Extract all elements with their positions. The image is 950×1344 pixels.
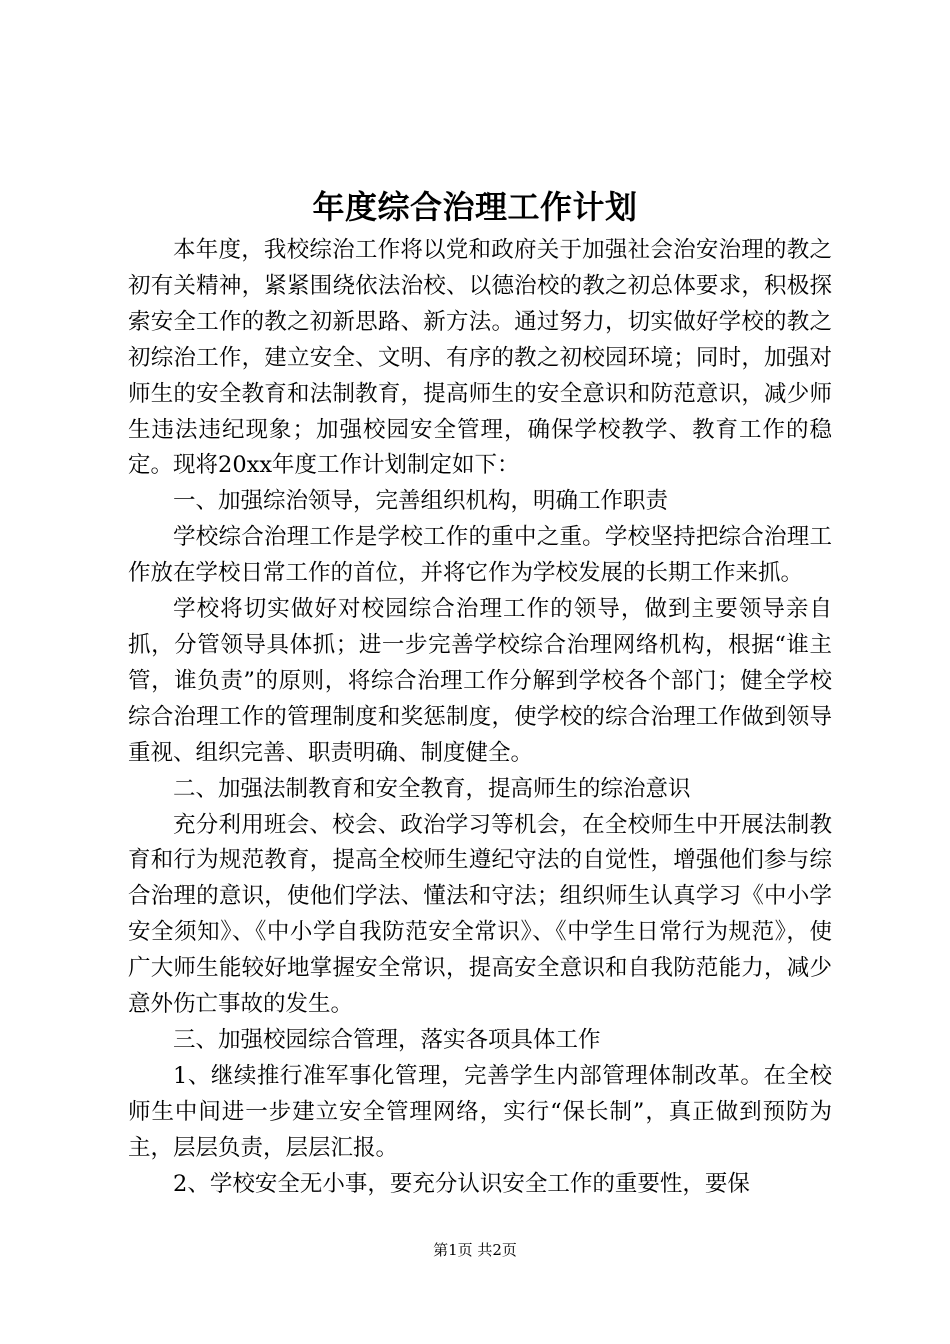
paragraph: 学校综合治理工作是学校工作的重中之重。学校坚持把综合治理工作放在学校日常工作的首位，并将它作为学校发展的长期工作来抓。 bbox=[128, 524, 832, 587]
list-item: 1、继续推行准军事化管理，完善学生内部管理体制改革。在全校师生中间进一步建立安全管理网络，实行“保长制”，真正做到预防为主，层层负责，层层汇报。 bbox=[128, 1062, 832, 1161]
document-title: 年度综合治理工作计划 bbox=[312, 188, 638, 226]
document-body bbox=[128, 233, 832, 1202]
section-heading-1: 一、加强综治领导，完善组织机构，明确工作职责 bbox=[173, 488, 669, 515]
section-heading-3: 三、加强校园综合管理，落实各项具体工作 bbox=[173, 1026, 601, 1053]
page-footer: 第1页 共2页 bbox=[433, 1241, 517, 1259]
paragraph: 充分利用班会、校会、政治学习等机会，在全校师生中开展法制教育和行为规范教育，提高全校师生遵纪守法的自觉性，增强他们参与综合治理的意识，使他们学法、懂法和守法；组织师生认真学习《中小学安全须知》、《中小学自我防范安全常识》、《中学生日常行为规范》，使广大师生能较好地掌握安全常识，提高安全意识和自我防范能力，减少意外伤亡事故的发生。 bbox=[128, 811, 832, 1018]
paragraph: 学校将切实做好对校园综合治理工作的领导，做到主要领导亲自抓，分管领导具体抓；进一步完善学校综合治理网络机构，根据“谁主管，谁负责”的原则，将综合治理工作分解到学校各个部门；健全学校综合治理工作的管理制度和奖惩制度，使学校的综合治理工作做到领导重视、组织完善、职责明确、制度健全。 bbox=[128, 596, 832, 766]
section-heading-2: 二、加强法制教育和安全教育，提高师生的综治意识 bbox=[173, 775, 691, 802]
list-item: 2、学校安全无小事，要充分认识安全工作的重要性，要保 bbox=[173, 1170, 750, 1197]
paragraph-intro: 本年度，我校综治工作将以党和政府关于加强社会治安治理的教之初有关精神，紧紧围绕依法治校、以德治校的教之初总体要求，积极探索安全工作的教之初新思路、新方法。通过努力，切实做好学校的教之初综治工作，建立安全、文明、有序的教之初校园环境；同时，加强对师生的安全教育和法制教育，提高师生的安全意识和防范意识，减少师生违法违纪现象；加强校园安全管理，确保学校教学、教育工作的稳定。现将20xx年度工作计划制定如下： bbox=[128, 237, 832, 479]
